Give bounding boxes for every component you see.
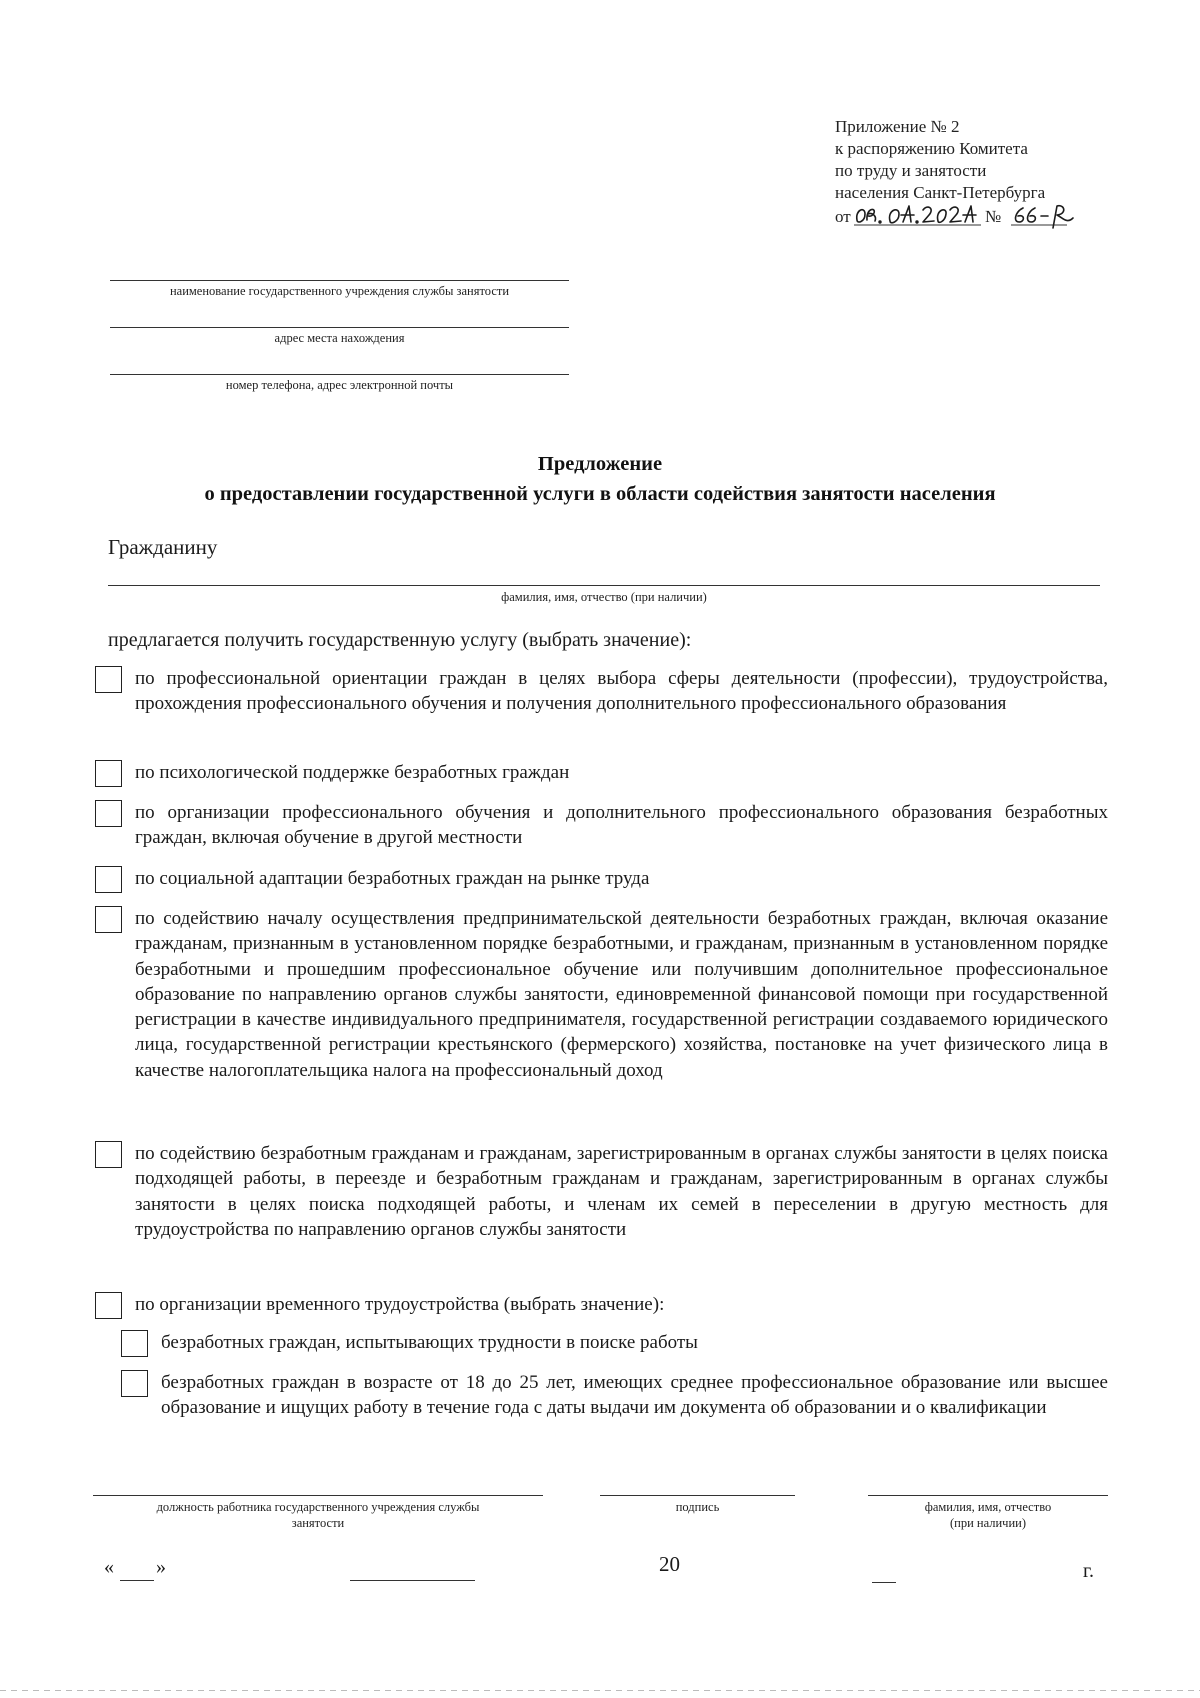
- option-checkbox[interactable]: [95, 906, 122, 933]
- option-text: по социальной адаптации безработных граждан на рынке труда: [135, 868, 650, 889]
- sub-option-checkbox[interactable]: [121, 1370, 148, 1397]
- day-line[interactable]: [120, 1580, 154, 1581]
- option-text: по содействию безработным гражданам и гражданам, зарегистрированным в органах службы занятости в целях поиска подходящей работы, в переезде и безработным гражданам и гражданам, зарегистрированным в органах службы занятости в целях поиска подходящей работы, и членам их семей в переселении в другую местность для трудоустройства по направлению органов службы занятости: [135, 1143, 1108, 1240]
- citizen-name-line[interactable]: [108, 585, 1100, 586]
- appendix-line-2: к распоряжению Комитета: [835, 139, 1028, 158]
- date-open-quote: «: [104, 1556, 114, 1578]
- appendix-block: [835, 116, 1165, 230]
- option-checkbox[interactable]: [95, 666, 122, 693]
- year-line[interactable]: [872, 1582, 896, 1583]
- intro-text: предлагается получить государственную услугу (выбрать значение):: [108, 629, 692, 651]
- citizen-name-caption: фамилия, имя, отчество (при наличии): [501, 590, 707, 604]
- option-text: по психологической поддержке безработных граждан: [135, 762, 570, 783]
- signature-line[interactable]: [600, 1495, 795, 1496]
- appendix-date-number: [835, 204, 1165, 230]
- institution-name-caption: наименование государственного учреждения службы занятости: [169, 284, 510, 298]
- page-number: 20: [659, 1552, 680, 1576]
- appendix-line-3: по труду и занятости: [835, 161, 987, 180]
- position-line[interactable]: [93, 1495, 543, 1496]
- full-name-caption: фамилия, имя, отчество (при наличии): [924, 1500, 1052, 1530]
- option-text: по организации временного трудоустройства (выбрать значение):: [135, 1294, 665, 1315]
- month-line[interactable]: [350, 1580, 475, 1581]
- appendix-line-1: Приложение № 2: [835, 117, 960, 136]
- contacts-line: [110, 374, 569, 375]
- document-title: Предложение: [537, 453, 663, 475]
- option-checkbox[interactable]: [95, 866, 122, 893]
- sub-option-text: безработных граждан в возрасте от 18 до 25 лет, имеющих среднее профессиональное образование или высшее образование и ищущих работу в течение года с даты выдачи им документа об образовании и о квалификации: [161, 1372, 1108, 1419]
- contacts-caption: номер телефона, адрес электронной почты: [225, 378, 454, 392]
- from-prefix: от: [835, 207, 851, 226]
- signature-caption: подпись: [675, 1500, 720, 1514]
- number-label: №: [985, 207, 1002, 226]
- institution-name-line: [110, 280, 569, 281]
- scan-edge-artifact: [0, 1690, 1200, 1691]
- option-checkbox[interactable]: [95, 800, 122, 827]
- option-text: по содействию началу осуществления предпринимательской деятельности безработных граждан, включая оказание гражданам, признанным в установленном порядке безработными, и гражданам, признанным в установленном порядке безработными и прошедшим профессиональное обучение или получившим дополнительное профессиональное образование по направлению органов службы занятости, единовременной финансовой помощи при государственной регистрации в качестве индивидуального предпринимателя, государственной регистрации создаваемого юридического лица, государственной регистрации крестьянского (фермерского) хозяйства, постановке на учет физического лица в качестве налогоплательщика налога на профессиональный доход: [135, 908, 1108, 1081]
- appendix-line-4: населения Санкт-Петербурга: [835, 183, 1046, 202]
- address-line: [110, 327, 569, 328]
- option-text: по профессиональной ориентации граждан в целях выбора сферы деятельности (профессии), трудоустройства, прохождения профессионального обучения и получения дополнительного профессионального образования: [135, 668, 1108, 715]
- sub-option-text: безработных граждан, испытывающих трудности в поиске работы: [161, 1332, 698, 1353]
- address-caption: адрес места нахождения: [274, 331, 405, 345]
- option-checkbox[interactable]: [95, 760, 122, 787]
- position-caption: должность работника государственного учреждения службы занятости: [156, 1500, 480, 1530]
- sub-option-checkbox[interactable]: [121, 1330, 148, 1357]
- date-close-quote: »: [156, 1556, 166, 1578]
- handwritten-date-number: [835, 198, 1095, 232]
- document-subtitle: о предоставлении государственной услуги в области содействия занятости населения: [204, 483, 996, 505]
- option-checkbox[interactable]: [95, 1292, 122, 1319]
- option-checkbox[interactable]: [95, 1141, 122, 1168]
- year-suffix: г.: [1083, 1560, 1094, 1582]
- handwritten-date: [857, 206, 976, 223]
- citizen-label: Гражданину: [108, 535, 218, 559]
- option-text: по организации профессионального обучения и дополнительного профессионального образования безработных граждан, включая обучение в другой местности: [135, 802, 1108, 849]
- full-name-line[interactable]: [868, 1495, 1108, 1496]
